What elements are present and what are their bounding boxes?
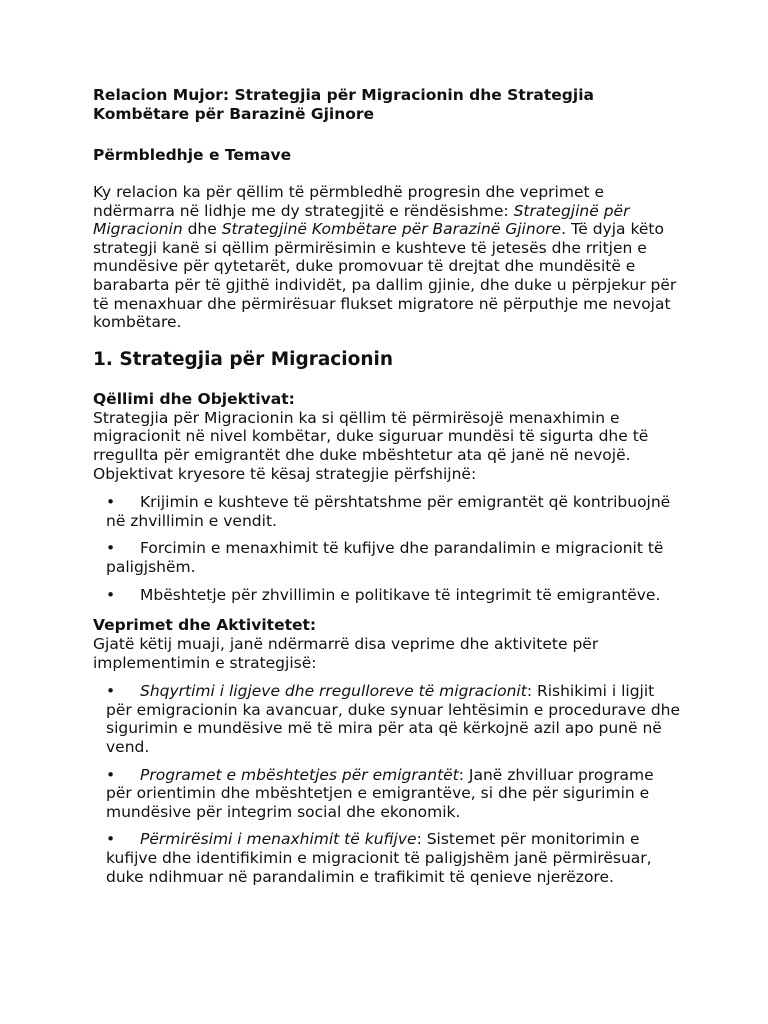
goals-heading: Qëllimi dhe Objektivat:: [93, 389, 295, 408]
action-emphasis: Shqyrtimi i ligjeve dhe rregulloreve të migracionit: [140, 682, 527, 701]
bullet-icon: •: [106, 493, 116, 512]
intro-text-2: dhe: [182, 220, 222, 239]
list-item: [93, 682, 683, 756]
summary-heading: Përmbledhje e Temave: [93, 146, 292, 164]
actions-heading: Veprimet dhe Aktivitetet:: [93, 616, 317, 635]
action-text: : Sistemet për monitorimin e kufijve dhe identifikimin e migracionit të paligjshëm janë përmirësuar, duke ndihmuar në parandalimin e trafikimit të qenieve njerëzore.: [106, 830, 652, 886]
bullet-icon: •: [106, 539, 116, 558]
list-item: [93, 586, 683, 605]
intro-emphasis-1: Strategjinë për Migracionin: [93, 201, 630, 239]
actions-list: [93, 682, 683, 886]
objective-text: Forcimin e menaxhimit të kufijve dhe parandalimin e migracionit të paligjshëm.: [106, 539, 664, 576]
document-title-line-1: Relacion Mujor: Strategjia për Migracionin dhe Strategjia: [93, 86, 594, 104]
action-emphasis: Programet e mbështetjes për emigrantët: [140, 765, 459, 784]
intro-text-1: Ky relacion ka për qëllim të përmbledhë progresin dhe veprimet e ndërmarra në lidhje me dy strategjitë e rëndësishme:: [93, 183, 605, 220]
intro-emphasis-2: Strategjinë Kombëtare për Barazinë Gjinore: [221, 220, 562, 239]
objective-text: Krijimin e kushteve të përshtatshme për emigrantët që kontribuojnë në zhvillimin e vendit.: [106, 493, 671, 530]
goals-paragraph: Strategjia për Migracionin ka si qëllim të përmirësojë menaxhimin e migracionit në nivel kombëtar, duke siguruar mundësi të sigurta dhe të rregullta për emigrantët dhe duke mbështetur ata që janë në nevojë. Objektivat kryesore të kësaj strategjie përfshijnë:: [93, 408, 649, 483]
objectives-list: [93, 493, 683, 604]
section-1-heading: 1. Strategjia për Migracionin: [93, 348, 394, 370]
action-emphasis: Përmirësimi i menaxhimit të kufijve: [140, 830, 417, 849]
intro-paragraph: [93, 183, 683, 332]
bullet-icon: •: [106, 682, 116, 701]
objective-text: Mbështetje për zhvillimin e politikave të integrimit të emigrantëve.: [140, 585, 661, 604]
action-text: : Rishikimi i ligjit për emigracionin ka avancuar, duke synuar lehtësimin e procedurave dhe sigurimin e mundësive më të mira për ata që kërkojnë azil apo punë në vend.: [106, 682, 681, 757]
list-item: [93, 830, 683, 886]
intro-text-3: . Të dyja këto strategji kanë si qëllim përmirësimin e kushteve të jetesës dhe rritjen e mundësive për qytetarët, duke promovuar të drejtat dhe mundësitë e barabarta për të gjithë individët, pa dallim gjinie, dhe duke u përpjekur për të menaxhuar dhe përmirësuar flukset migratore në përputhje me nevojat kombëtare.: [93, 220, 677, 332]
document-page: [93, 86, 683, 895]
bullet-icon: •: [106, 585, 116, 604]
list-item: [93, 539, 683, 576]
bullet-icon: •: [106, 830, 116, 849]
list-item: [93, 493, 683, 530]
document-title-line-2: Kombëtare për Barazinë Gjinore: [93, 105, 375, 123]
list-item: [93, 766, 683, 822]
actions-paragraph: Gjatë këtij muaji, janë ndërmarrë disa veprime dhe aktivitete për implementimin e strategjisë:: [93, 635, 599, 672]
bullet-icon: •: [106, 765, 116, 784]
action-text: : Janë zhvilluar programe për orientimin dhe mbështetjen e emigrantëve, si dhe për sigurimin e mundësive për integrim social dhe ekonomik.: [106, 765, 654, 821]
document-title: [93, 86, 683, 124]
